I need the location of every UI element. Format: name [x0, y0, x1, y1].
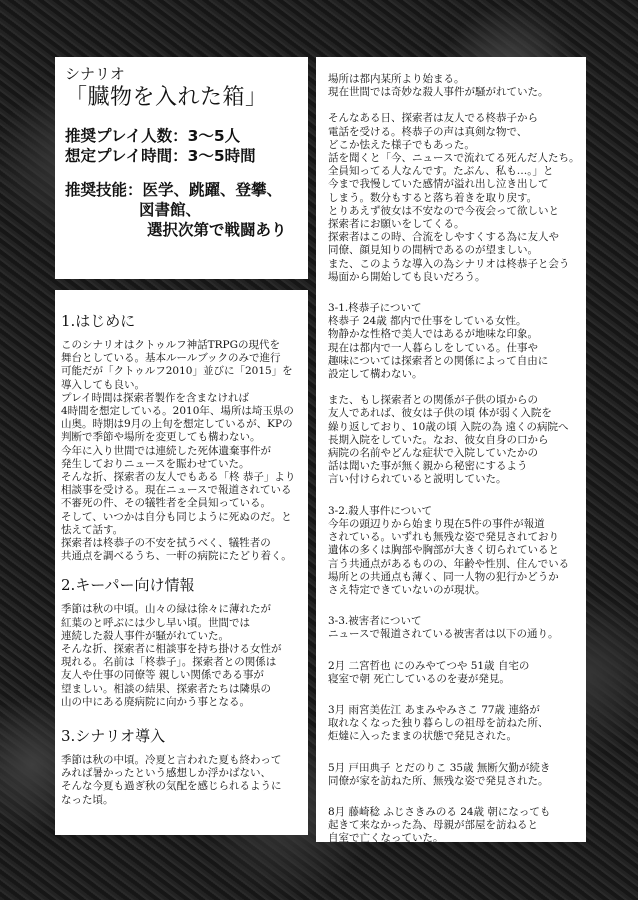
text-line: 病院の名前やどんな症状で入院していたかの — [328, 447, 538, 460]
text-line: また、このような導入の為シナリオは柊恭子と会う — [328, 257, 570, 270]
text-line: しまう。数分もすると落ち着きを取り戻す。 — [328, 191, 538, 204]
murders-section — [328, 505, 580, 597]
text-line: 判断で季節や場所を変更しても構わない。 — [61, 431, 261, 444]
text-line: 自室で亡くなっていた。 — [328, 832, 444, 845]
title-panel — [55, 57, 308, 279]
text-line: とりあえず彼女は不安なので今夜会って欲しいと — [328, 204, 559, 217]
text-line: 遺体の多くは胸部や胸部が大きく切られていると — [328, 544, 559, 557]
skills-line-1: 推奨技能：医学、跳躍、登攀、 — [65, 181, 283, 199]
setting-paragraph — [328, 73, 580, 99]
text-line: さえ特定できていないのが現状。 — [328, 583, 486, 596]
victim-entry — [328, 762, 580, 788]
text-line: 3月 雨宮美佐江 あまみやみさこ 77歳 連絡が — [328, 703, 540, 716]
kyoko-childhood-paragraph — [328, 394, 580, 486]
text-line: 怯えて話す。 — [61, 523, 124, 536]
text-line: そして、いつかは自分も同じように死ぬのだ。と — [61, 510, 292, 523]
scenario-title: 「臓物を入れた箱」 — [65, 85, 268, 110]
text-line: 趣味については探索者との関係によって自由に — [328, 354, 549, 367]
text-line: 現れる。名前は「柊恭子」。探索者との関係は — [61, 656, 277, 669]
intro-paragraph — [61, 339, 301, 563]
text-line: 発生しておりニュースを賑わせていた。 — [61, 457, 250, 470]
text-line: ニュースで報道されている被害者は以下の通り。 — [328, 628, 559, 641]
text-line: 起きて来なかった為、母親が部屋を訪ねると — [328, 819, 538, 832]
intro-heading: 1.はじめに — [61, 312, 136, 330]
spec-block — [65, 126, 298, 166]
text-line: 季節は秋の中頃。山々の緑は徐々に薄れたが — [61, 603, 271, 616]
text-line: 寝室で朝 死亡しているのを妻が発見。 — [328, 672, 510, 685]
text-line: 2月 二宮哲也 にのみやてつや 51歳 自宅の — [328, 659, 530, 672]
text-line: 不審死の件、その犠牲者を全員知っている。 — [61, 497, 271, 510]
right-column-panel — [316, 57, 586, 845]
victims-section — [328, 615, 580, 641]
text-line: 炬燵に入ったままの状態で発見された。 — [328, 730, 517, 743]
text-line: また、もし探索者との関係が子供の頃からの — [328, 394, 538, 407]
text-line: 話は聞いた事が無く親から秘密にするよう — [328, 460, 528, 473]
text-line: 話を聞くと「今、ニュースで流れてる死んだ人たち。 — [328, 152, 580, 165]
text-line: 言い付けられていると説明していた。 — [328, 473, 507, 486]
victim-entry — [328, 704, 580, 744]
skills-line-2: 図書館、 — [139, 201, 202, 219]
text-line: そんな折、探索者に相談事を持ち掛ける女性が — [61, 643, 282, 656]
text-line: プレイ時間は探索者製作を含まなければ — [61, 391, 250, 404]
text-line: 3-3.被害者について — [328, 615, 422, 628]
kp-heading: 2.キーパー向け情報 — [61, 576, 195, 595]
text-line: 3-1.柊恭子について — [328, 302, 422, 315]
left-column-panel — [55, 290, 308, 835]
text-line: 電話を受ける。柊恭子の声は真剣な物で、 — [328, 125, 528, 138]
text-line: 友人や仕事の同僚等 親しい関係である事が — [61, 669, 264, 682]
text-line: 物静かな性格で美人ではあるが地味な印象。 — [328, 328, 538, 341]
phone-call-paragraph — [328, 112, 580, 284]
text-line: 場所は都内某所より始まる。 — [328, 73, 465, 85]
text-line: 同僚、顔見知りの間柄であるのが望ましい。 — [328, 244, 538, 257]
text-line: 相談事を受ける。現在ニュースで報道されている — [61, 484, 292, 497]
players-line: 推奨プレイ人数：3〜5人 — [65, 127, 241, 145]
text-line: なった頃。 — [61, 793, 114, 806]
text-line: 全員知ってる人なんです。たぶん、私も…。」と — [328, 165, 554, 178]
text-line: 柊恭子 24歳 都内で仕事をしている女性。 — [328, 315, 527, 328]
kyoko-section — [328, 302, 580, 381]
text-line: 山奥。時期は9月の上旬を想定しているが、KPの — [61, 418, 293, 431]
text-line: 設定して構わない。 — [328, 368, 423, 381]
skills-block — [65, 180, 298, 240]
text-line: 導入しても良い。 — [61, 378, 145, 391]
text-line: 4時間を想定している。2010年、場所は埼玉県の — [61, 405, 294, 418]
skills-line-3: 選択次第で戦闘あり — [147, 221, 287, 239]
kp-paragraph — [61, 603, 301, 709]
victim-entry — [328, 806, 580, 846]
text-line: このシナリオはクトゥルフ神話TRPGの現代を — [61, 339, 280, 351]
text-line: 季節は秋の中頃。冷夏と言われた夏も終わって — [61, 754, 282, 767]
text-line: みれば暑かったという感想しか浮かばない、 — [61, 767, 271, 780]
text-line: そんな今夏も過ぎ秋の気配を感じられるように — [61, 780, 282, 793]
scenario-heading: 3.シナリオ導入 — [61, 727, 166, 746]
text-line: 5月 戸田典子 とだのりこ 35歳 無断欠勤が続き — [328, 761, 551, 774]
text-line: 今まで我慢していた感情が溢れ出し泣き出して — [328, 178, 549, 191]
text-line: 取れなくなった独り暮らしの祖母を訪ねた所、 — [328, 717, 549, 730]
text-line: 探索者はこの時、合流をしやすくする為に友人や — [328, 231, 559, 244]
text-line: されている。いずれも無残な姿で発見されており — [328, 531, 559, 544]
time-line: 想定プレイ時間：3〜5時間 — [65, 147, 256, 165]
text-line: 同僚が家を訪ねた所、無残な姿で発見された。 — [328, 774, 549, 787]
text-line: 今年の頭辺りから始まり現在5件の事件が報道 — [328, 517, 545, 530]
text-line: 場所との共通点も薄く、同一人物の犯行かどうか — [328, 570, 559, 583]
text-line: 長期入院をしていた。なお、彼女自身の口から — [328, 433, 549, 446]
text-line: 現在は都内で一人暮らしをしている。仕事や — [328, 341, 538, 354]
text-line: 舞台としている。基本ルールブックのみで進行 — [61, 352, 281, 365]
text-line: 3-2.殺人事件について — [328, 504, 433, 517]
text-line: そんな折、探索者の友人でもある「柊 恭子」より — [61, 471, 296, 484]
text-line: 今年に入り世間では連続した死体遺棄事件が — [61, 444, 271, 457]
text-line: 連続した殺人事件が騒がれていた。 — [61, 629, 229, 642]
text-line: 現在世間では奇妙な殺人事件が騒がれていた。 — [328, 86, 549, 99]
text-line: 望ましい。相談の結果、探索者たちは隣県の — [61, 682, 271, 695]
victim-entry — [328, 660, 580, 686]
text-line: 場面から開始しても良いだろう。 — [328, 270, 486, 283]
text-line: 友人であれば、彼女は子供の頃 体が弱く入院を — [328, 407, 552, 420]
text-line: どこか怯えた様子でもあった。 — [328, 138, 475, 151]
text-line: 山の中にある廃病院に向かう事となる。 — [61, 695, 250, 708]
text-line: 共通点を調べるうち、一軒の病院にたどり着く。 — [61, 550, 292, 563]
text-line: 8月 藤崎稔 ふじさきみのる 24歳 朝になっても — [328, 805, 551, 818]
scenario-label: シナリオ — [65, 65, 125, 83]
text-line: 言う共通点があるものの、年齢や性別、住んでいる — [328, 557, 570, 570]
scenario-paragraph — [61, 754, 301, 807]
text-line: そんなある日、探索者は友人でる柊恭子から — [328, 112, 538, 125]
text-line: 繰り返しており、10歳の頃 入院の為 遠くの病院へ — [328, 420, 569, 433]
text-line: 探索者は柊恭子の不安を拭うべく、犠牲者の — [61, 537, 271, 550]
text-line: 紅葉のと呼ぶには少し早い頃。世間では — [61, 616, 250, 629]
text-line: 探索者にお願いをしてくる。 — [328, 218, 465, 231]
text-line: 可能だが「クトゥルフ2010」並びに「2015」を — [61, 365, 293, 378]
